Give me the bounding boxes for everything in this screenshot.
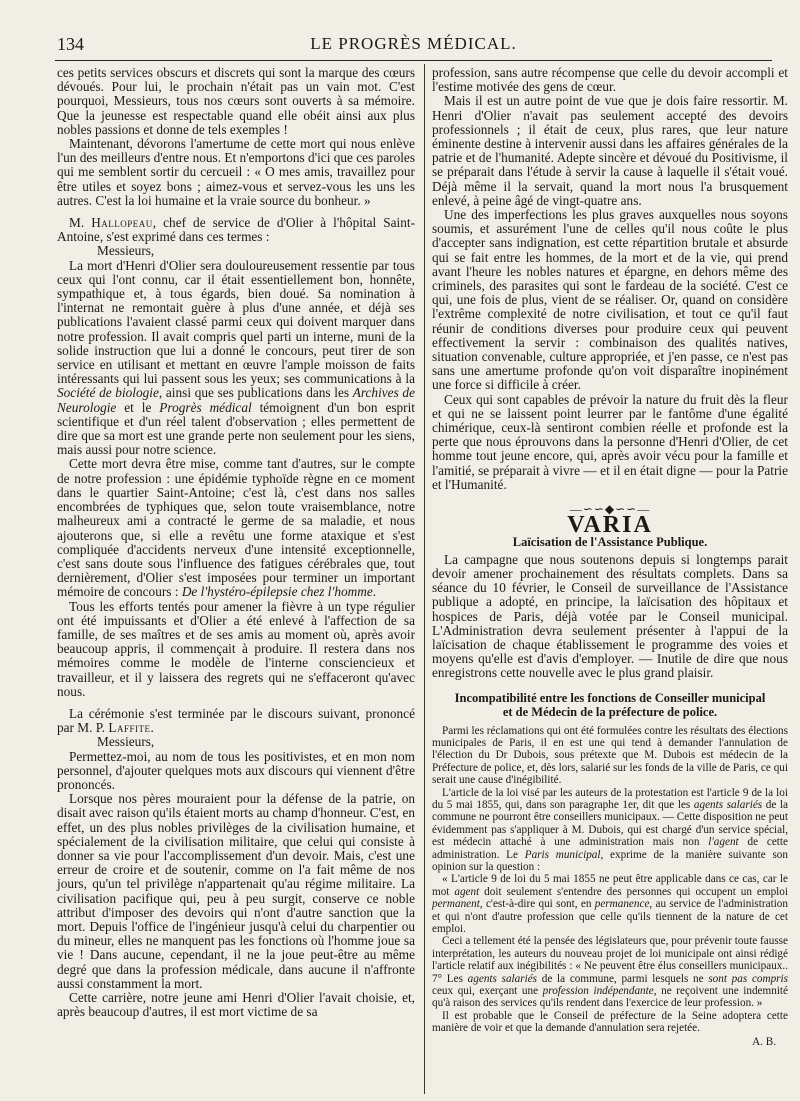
paragraph: Maintenant, dévorons l'amertume de cette mort qui nous enlève l'un des meilleurs d'entre nous. Et n'emportons d'ici que ces paroles qui me semblent sortir du cercueil : « O mes amis, travaillez pour être utiles et soyez bons ; aimez-vous et servez-vous les uns les autres. C'est la loi humaine et la vraie source du bonheur. » bbox=[57, 136, 415, 208]
speaker-intro: M. Hallopeau, chef de service de d'Olier à l'hôpital Saint-Antoine, s'est exprimé dans ces termes : bbox=[57, 215, 415, 245]
article-subtitle: Laïcisation de l'Assistance Publique. bbox=[512, 534, 708, 549]
paragraph: Une des imperfections les plus graves auxquelles nous soyons soumis, et assurément l'une de celles qu'il nous coûte le plus d'accepter sans indignation, est cette répartition brutale et absurde qui se fait entre les hommes, de la mort et de la vie, qui prend avant l'heure les nobles natures et épargne, en dehors même des criminels, des parasites qui sont le fardeau de la société. C'est ce qui, une fois de plus, vient de se réaliser. Or, quand on considère l'extrême complexité de notre civilisation, et tout ce qu'il faut réunir de conditions diverses pour produire ceux qui peuvent effectivement la servir : combinaison des qualités natives, situation convenable, culture appropriée, et j'en passe, ce n'est pas sans une amertume profonde qu'on voit disparaître inopinément une force si difficile à créer. bbox=[432, 207, 788, 393]
section-title: VARIA bbox=[567, 512, 653, 539]
page-number: 134 bbox=[57, 34, 84, 54]
section-ornament: —∽∽◆∽∽— bbox=[569, 502, 651, 517]
left-column bbox=[57, 66, 415, 1019]
paragraph: Permettez-moi, au nom de tous les positivistes, et en mon nom personnel, d'ajouter quelques mots aux discours qui viennent d'être prononcés. bbox=[57, 748, 415, 792]
salutation: Messieurs, bbox=[97, 243, 155, 259]
speaker-intro: La cérémonie s'est terminée par le discours suivant, prononcé par M. P. Laffite. bbox=[57, 705, 415, 736]
paragraph: ces petits services obscurs et discrets qui sont la marque des cœurs dévoués. Pour lui, le prochain n'était pas un vain mot. C'est pourquoi, Messieurs, tous nos cœurs sont ouverts à sa mémoire. Que la jeunesse est respectable quand elle obéit ainsi aux plus nobles passions et donne de tels exemples ! bbox=[57, 65, 415, 137]
column-divider bbox=[424, 64, 425, 1094]
small-paragraph: Parmi les réclamations qui ont été formulées contre les résultats des élections municipales de Paris, il en est une qui tend à demander l'annulation de l'élection du Dr Dubois, sous prétexte que M. Dubois est médecin de la Préfecture de police, et, dès lors, salarié sur les fonds de la ville de Paris, ce qui serait une cause d'inégibilité. bbox=[432, 724, 788, 787]
speaker-name: Laffite bbox=[108, 720, 151, 736]
speaker-name: Hallopeau bbox=[91, 215, 153, 231]
paragraph: La campagne que nous soutenons depuis si longtemps parait devoir amener prochainement des résultats complets. Dans sa séance du 10 février, le Conseil de surveillance de l'Assistance publique a adopté, en principe, la laïcisation des hôpitaux et hospices de Paris, déjà votée par le Conseil municipal. L'Administration devra seulement présenter à l'appui de la laïcisation de chaque établissement le programme des voies et moyens qu'elle est d'avis d'employer. — Inutile de dire que nous enregistrons cette nouvelle avec le plus grand plaisir. bbox=[432, 551, 788, 681]
paragraph: Cette mort devra être mise, comme tant d'autres, sur le compte de notre profession : une épidémie typhoïde règne en ce moment dans le quartier Saint-Antoine; c'est là, c'est dans nos salles encombrées de typhiques que, selon toute vraisemblance, notre malheureux ami a contracté le germe de sa maladie, et nous ajouterons que, si elle a revêtu une forme ataxique et s'est compliquée d'accidents nerveux d'une intensité exceptionnelle, c'est sans doute sous l'influence des fatigues cérébrales que, tout dernièrement, d'Olier s'est imposées pour terminer un important mémoire de concours : De l'hystéro-épilepsie chez l'homme. bbox=[57, 456, 415, 600]
paragraph: Cette carrière, notre jeune ami Henri d'Olier l'avait choisie, et, après beaucoup d'autres, il est mort victime de sa bbox=[57, 990, 415, 1020]
paragraph: Tous les efforts tentés pour amener la fièvre à un type régulier ont été impuissants et d'Olier a été enlevé à l'affection de sa famille, de ses maîtres et de ses amis au moment où, après avoir beaucoup appris, il commençait à produire. Il restera dans nos mémoires comme le modèle de l'interne consciencieux et travailleur, et il y laissera des regrets qui ne s'effaceront qu'avec nous. bbox=[57, 598, 415, 699]
small-paragraph: L'article de la loi visé par les auteurs de la protestation est l'article 9 de la loi du 5 mai 1855, qui, dans son paragraphe 1er, dit que les agents salariés de la commune ne pourront être conseillers municipaux. — Cette disposition ne peut évidemment pas s'appliquer à M. Dubois, qui est chargé d'un service spécial, est médecin attaché à une administration mais non l'agent de cette administration. Le Paris municipal, exprime de la manière suivante son opinion sur la question : bbox=[432, 786, 788, 873]
small-paragraph: « L'article 9 de loi du 5 mai 1855 ne peut être applicable dans ce cas, car le mot agent doit seulement s'entendre des personnes qui occupent un emploi permanent, c'est-à-dire qui sont, en permanence, au service de l'administration et qui n'ont d'autre profession que celle qu'ils tiennent de la nature de cet emploi. bbox=[432, 873, 788, 936]
salutation: Messieurs, bbox=[97, 734, 155, 750]
paragraph: La mort d'Henri d'Olier sera douloureusement ressentie par tous ceux qui l'ont connu, car il était essentiellement bon, honnête, sympathique et, à tous égards, bien doué. Sa nomination à l'internat ne remontait guère à plus d'une année, et déjà ses publications l'avaient classé parmi ceux qui doivent marquer dans notre profession. Il avait compris quel parti un interne, muni de la solide instruction que lui a donné le concours, peut tirer de son service en utilisant et mettant en œuvre l'ample moisson de faits intéressants qui lui passent sous les yeux; ses communications à la Société de biologie, ainsi que ses publications dans les Archives de Neurologie et le Progrès médical témoignent d'un bon esprit scientifique et d'un réel talent d'observation ; elles permettent de dire que sa mort est une grande perte non seulement pour les siens, mais aussi pour notre science. bbox=[57, 257, 415, 458]
small-paragraph: Ceci a tellement été la pensée des législateurs que, pour prévenir toute fausse interprétation, les auteurs du nouveau projet de loi municipale ont ainsi rédigé l'article relatif aux inégibilités : « Ne peuvent être élus conseillers municipaux.. 7° Les agents salariés de la commune, parmi lesquels ne sont pas compris ceux qui, exerçant une profession indépendante, ne reçoivent une indemnité qu'à raison des services qu'ils rendent dans l'exercice de leur profession. » bbox=[432, 935, 788, 1010]
paragraph: Lorsque nos pères mouraient pour la défense de la patrie, on disait avec raison qu'ils étaient morts au champ d'honneur. C'est, en effet, un des plus nobles privilèges de la civilisation humaine, et spécialement de la civilisation militaire, que celui qui consiste à donner sa vie pour l'accomplissement d'un devoir. Mais, c'est une erreur de croire et de soutenir, comme on l'a fait même de nos jours, qu'un tel privilège n'appartenait qu'au régime militaire. La civilisation pacifique qui, peu à peu surgit, conserve ce noble attribut d'imposer des devoirs qui n'ont d'autre sanction que la mort. Depuis l'office de l'ingénieur jusqu'à celui du charpentier ou du mineur, elles ne manquent pas les fonctions où l'homme joue sa vie ! Dans aucune, cependant, il ne la joue peut-être au même degré que dans la profession médicale, dans aucune il n'affronte aussi constamment la mort. bbox=[57, 791, 415, 991]
paragraph: Ceux qui sont capables de prévoir la nature du fruit dès la fleur et qui ne se laissent point leurrer par le fantôme d'une égalité chimérique, ceux-là sentiront combien réelle et profonde est la perte que nous éprouvons dans la personne d'Henri d'Olier, de cet homme tout jeune encore, qui, après avoir vécu pour la famille et l'amitié, se préparait à vivre — et il en était digne — pour la Patrie et l'Humanité. bbox=[432, 391, 788, 492]
author-signature: A. B. bbox=[752, 1035, 776, 1048]
paragraph: Mais il est un autre point de vue que je dois faire ressortir. M. Henri d'Olier n'avait pas seulement accepté des devoirs professionnels ; il était de ceux, plus rares, que leur nature éminente destine à intervenir aussi dans les affaires générales de la patrie et de l'humanité. Adepte sincère et dévoué du Positivisme, il se préparait dans l'étude à servir la cause à laquelle il s'était voué. Déjà même il la servait, quand la mort nous l'a brusquement enlevé, à peine âgé de vingt-quatre ans. bbox=[432, 93, 788, 208]
article-subtitle: Incompatibilité entre les fonctions de Conseiller municipal et de Médecin de la préfecture de police. bbox=[454, 690, 766, 719]
header-rule bbox=[55, 60, 772, 61]
right-column bbox=[432, 66, 788, 1049]
small-paragraph: Il est probable que le Conseil de préfecture de la Seine adoptera cette manière de voir et que la demande d'annulation sera rejetée. bbox=[432, 1009, 788, 1035]
journal-title: LE PROGRÈS MÉDICAL. bbox=[310, 34, 517, 53]
paragraph: profession, sans autre récompense que celle du devoir accompli et l'estime motivée des gens de cœur. bbox=[432, 65, 788, 95]
page-header bbox=[57, 34, 770, 56]
